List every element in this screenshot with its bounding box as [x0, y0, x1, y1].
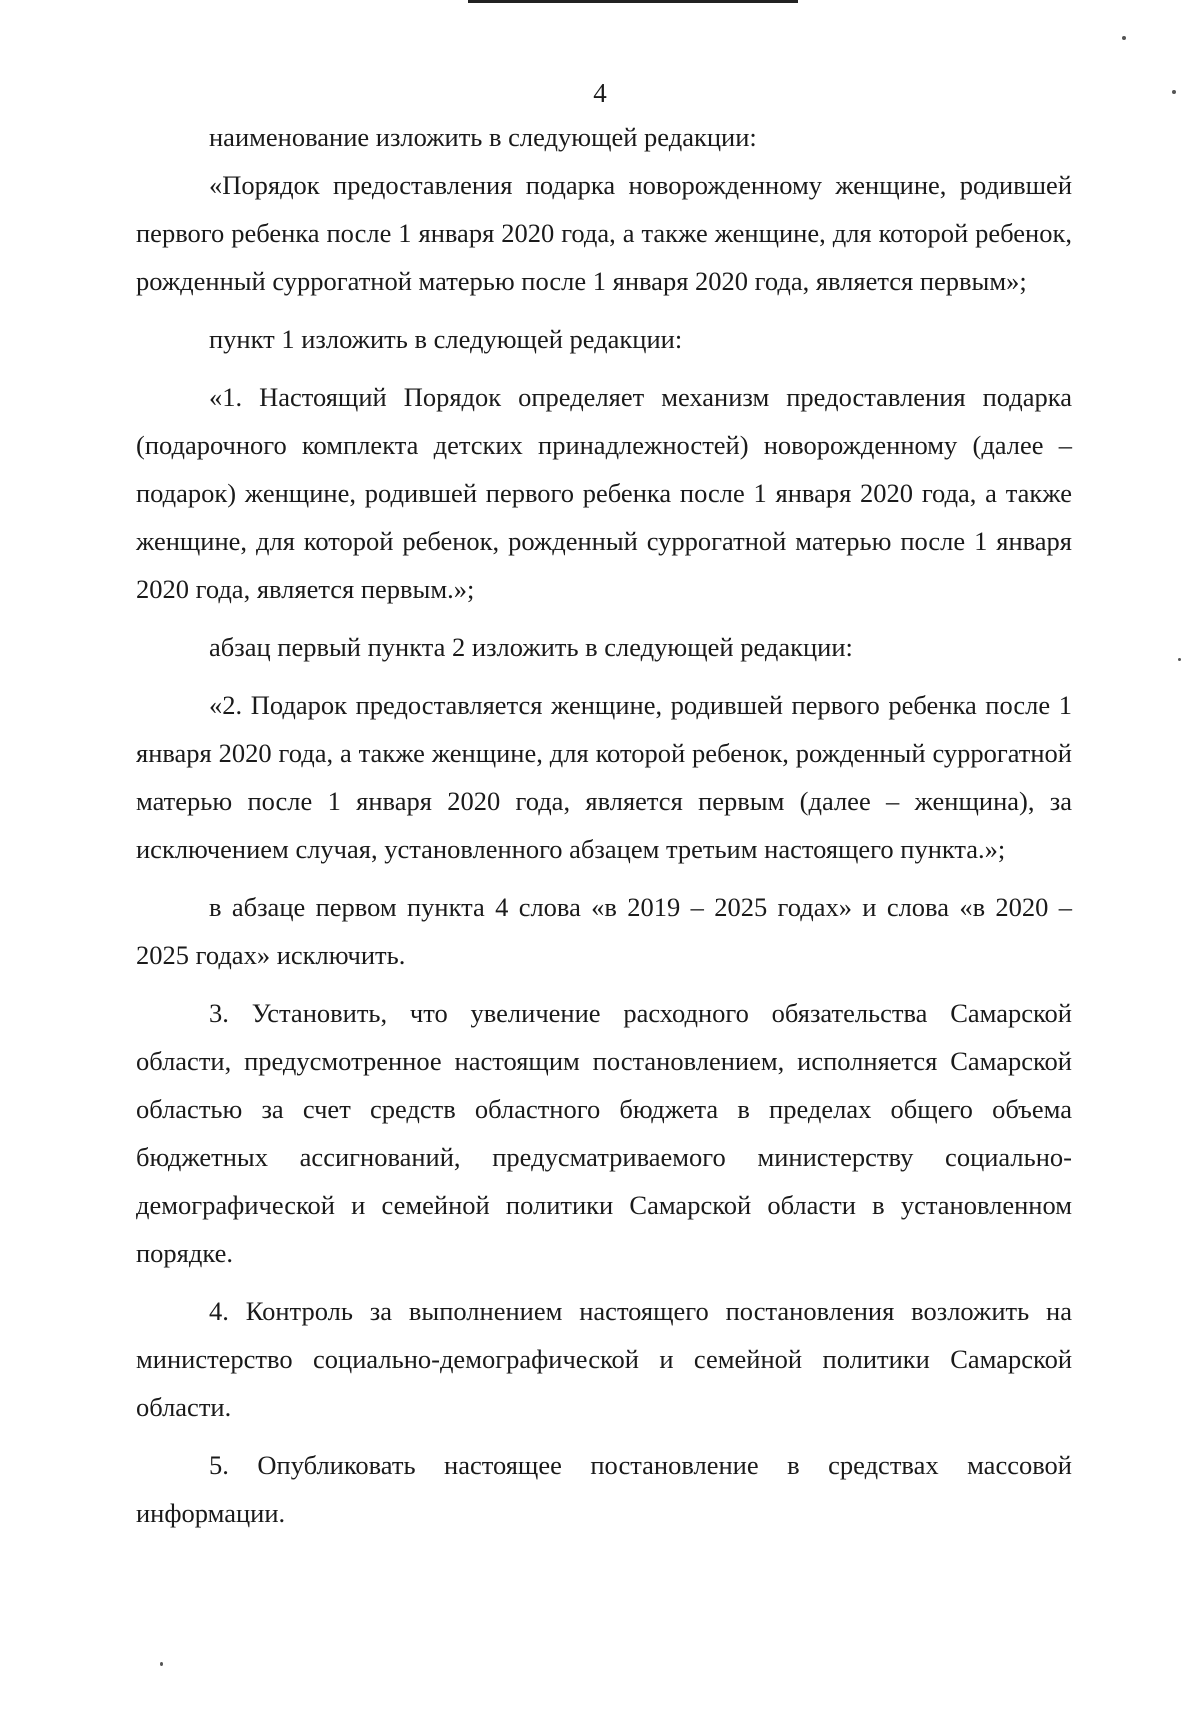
scan-edge-line	[468, 0, 798, 3]
document-body	[136, 113, 1072, 1537]
scan-speck	[160, 1662, 163, 1666]
paragraph: «2. Подарок предоставляется женщине, родившей первого ребенка после 1 января 2020 года, а также женщине, для которой ребенок, рожденный суррогатной матерью после 1 января 2020 года, является первым (далее – женщина), за исключением случая, установленного абзацем третьим настоящего пункта.»;	[136, 690, 1072, 864]
scan-speck	[1178, 658, 1181, 661]
paragraph: абзац первый пункта 2 изложить в следующей редакции:	[209, 632, 853, 662]
paragraph: 5. Опубликовать настоящее постановление в средствах массовой информации.	[136, 1450, 1072, 1528]
paragraph: 4. Контроль за выполнением настоящего постановления возложить на министерство социально-демографической и семейной политики Самарской области.	[136, 1296, 1072, 1422]
paragraph: в абзаце первом пункта 4 слова «в 2019 – 2025 годах» и слова «в 2020 – 2025 годах» исключить.	[136, 892, 1072, 970]
paragraph: 3. Установить, что увеличение расходного обязательства Самарской области, предусмотренное настоящим постановлением, исполняется Самарской областью за счет средств областного бюджета в пределах общего объема бюджетных ассигнований, предусматриваемого министерству социально-демографической и семейной политики Самарской области в установленном порядке.	[136, 998, 1072, 1268]
scan-speck	[1122, 36, 1126, 40]
paragraph: наименование изложить в следующей редакции:	[209, 122, 757, 152]
paragraph: «Порядок предоставления подарка новорожденному женщине, родившей первого ребенка после 1 января 2020 года, а также женщине, для которой ребенок, рожденный суррогатной матерью после 1 января 2020 года, является первым»;	[136, 170, 1072, 296]
paragraph: «1. Настоящий Порядок определяет механизм предоставления подарка (подарочного комплекта детских принадлежностей) новорожденному (далее – подарок) женщине, родившей первого ребенка после 1 января 2020 года, а также женщине, для которой ребенок, рожденный суррогатной матерью после 1 января 2020 года, является первым.»;	[136, 382, 1072, 604]
page-number: 4	[593, 78, 607, 108]
paragraph: пункт 1 изложить в следующей редакции:	[209, 324, 683, 354]
